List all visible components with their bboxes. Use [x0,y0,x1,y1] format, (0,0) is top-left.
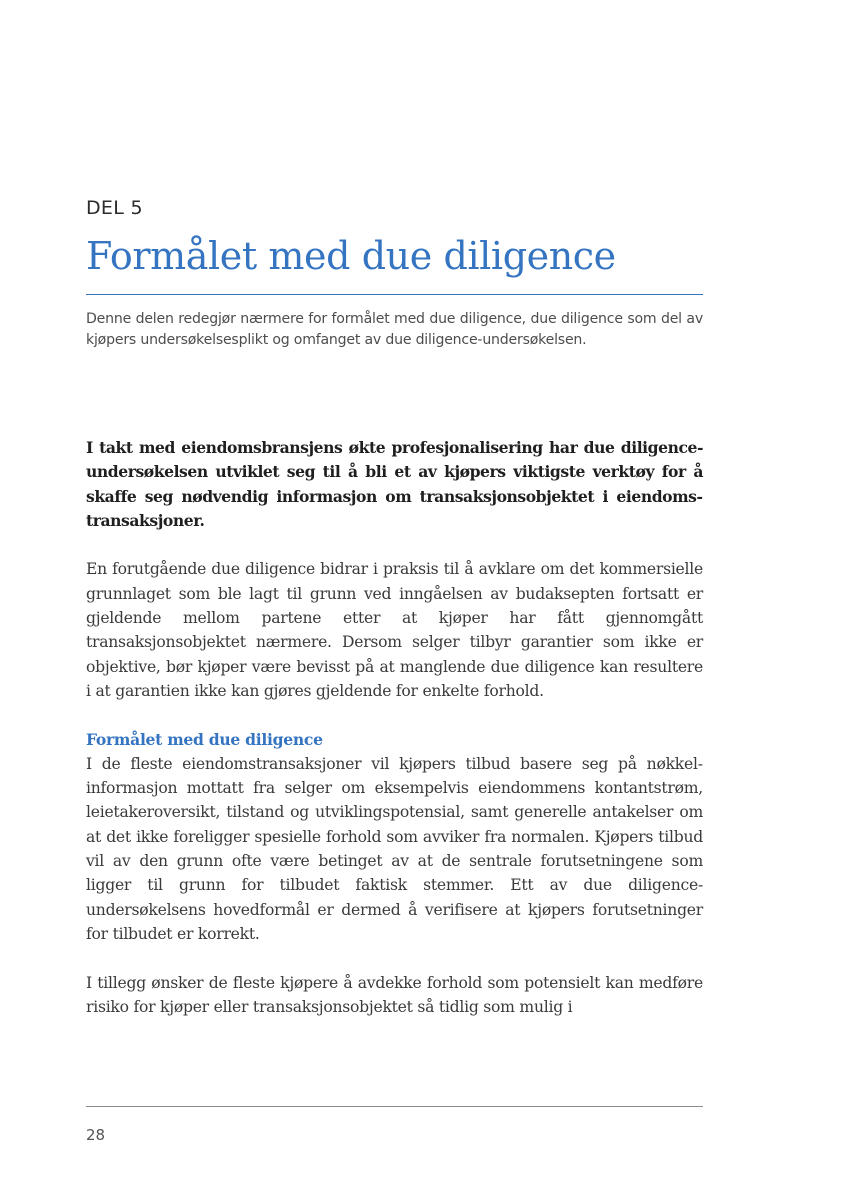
body-text [86,436,703,1043]
body-paragraph-2: I de fleste eiendomstransaksjoner vil kjøpers tilbud basere seg på nøkkelinformasjon mottatt fra selger om eksempelvis eiendommens kontantstrøm, leietakeroversikt, tilstand og utviklingspotensial, samt generelle antakelser om at det ikke foreligger spesielle forhold som avviker fra normalen. Kjøpers tilbud vil av den grunn ofte være betinget av at de sentrale forutsetningene som ligger til grunn for tilbudet faktisk stemmer. Ett av due diligence-undersøkelsens hovedformål er dermed å verifisere at kjøpers forutsetninger for tilbudet er korrekt. [86,754,703,943]
body-paragraph-3: I tillegg ønsker de fleste kjøpere å avdekke forhold som potensielt kan medføre risiko for kjøper eller transaksjonsobjektet så tidlig som mulig i [86,973,703,1016]
body-paragraph-1: En forutgående due diligence bidrar i praksis til å avklare om det kommersielle grunnlaget som ble lagt til grunn ved inngåelsen av budaksepten fortsatt er gjeldende mellom partene etter at kjøper har fått gjennomgått transaksjonsobjektet nærmere. Dersom selger tilbyr garantier som ikke er objektive, bør kjøper være bevisst på at manglende due diligence kan resultere i at garantien ikke kan gjøres gjeldende for enkelte forhold. [86,560,703,700]
lead-paragraph: I takt med eiendomsbransjens økte profesjonalisering har due diligence-undersøkelsen utviklet seg til å bli et av kjøpers viktigste verktøy for å skaffe seg nødvendig informasjon om transaksjonsobjektet i eiendomstransaksjoner. [86,438,703,530]
footer-divider [86,1106,703,1107]
chapter-intro: Denne delen redegjør nærmere for formålet med due diligence, due diligence som del av kjøpers undersøkelsesplikt og omfanget av due diligence-undersøkelsen. [86,311,703,348]
subheading: Formålet med due diligence [86,729,323,749]
chapter-title: Formålet med due diligence [86,234,616,278]
page-number: 28 [86,1126,106,1144]
title-divider [86,294,703,295]
section-label: DEL 5 [86,197,143,219]
